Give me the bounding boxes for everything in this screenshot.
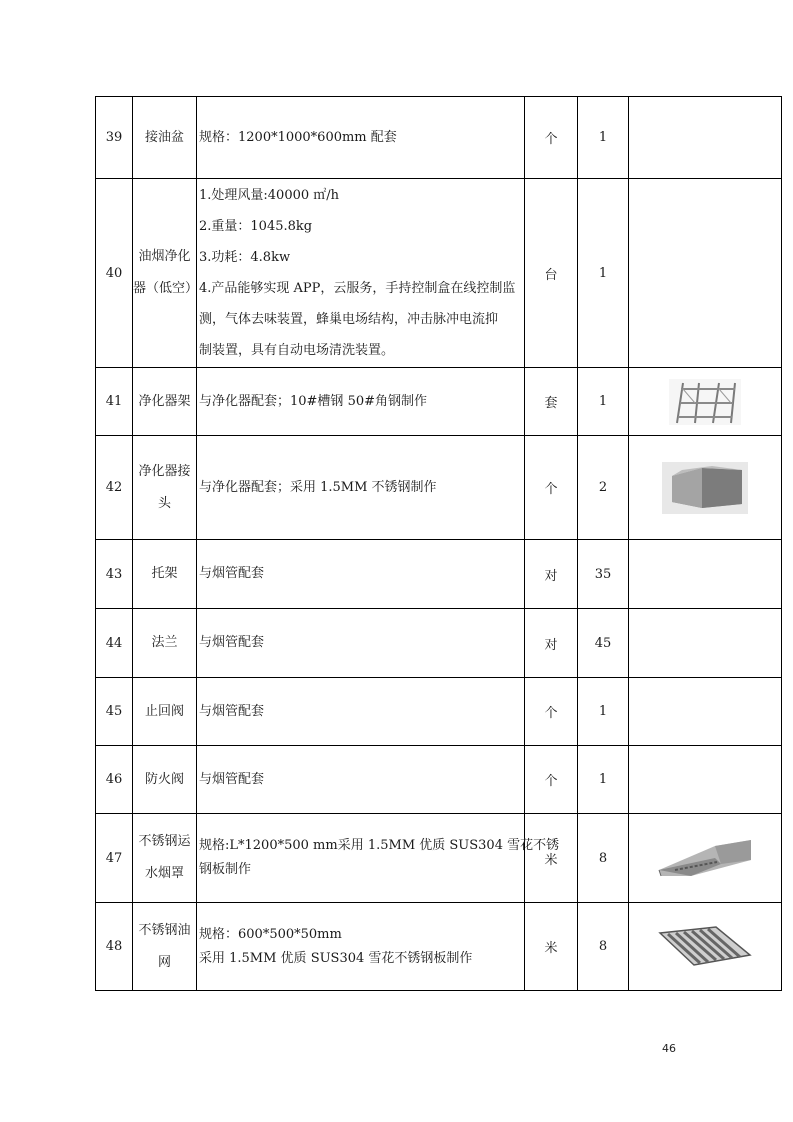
item-unit (525, 903, 578, 991)
frame-rack-image (629, 379, 781, 425)
item-name (133, 97, 197, 179)
item-image-cell (629, 814, 782, 903)
item-name (133, 540, 197, 609)
item-spec-line: 与烟管配套 (199, 771, 265, 787)
item-spec-line: 与烟管配套 (199, 635, 265, 650)
item-name-line: 防火阀 (144, 771, 184, 787)
table-row (96, 368, 782, 436)
table-row (96, 179, 782, 368)
item-unit (525, 746, 578, 814)
item-spec (197, 678, 525, 746)
grease-filter-image (629, 925, 781, 969)
item-spec-line: 1.处理风量:40000 ㎡/h (199, 188, 340, 203)
item-number (96, 436, 133, 540)
item-quantity (578, 540, 629, 609)
item-name-line: 油烟净化 (138, 249, 191, 264)
item-quantity (578, 609, 629, 678)
duct-connector-image (629, 462, 781, 514)
item-quantity-text: 35 (594, 566, 612, 582)
item-quantity (578, 903, 629, 991)
table-row (96, 97, 782, 179)
item-name-line: 不锈钢运 (138, 834, 191, 849)
range-hood-image (629, 836, 781, 880)
page-number: 46 (662, 1042, 676, 1055)
item-image-cell (629, 746, 782, 814)
item-unit (525, 368, 578, 436)
item-unit-text: 个 (544, 132, 558, 147)
item-name (133, 746, 197, 814)
item-number (96, 540, 133, 609)
item-number-text: 46 (105, 772, 123, 787)
item-spec-line: 测，气体去味装置，蜂巢电场结构，冲击脉冲电流抑 (199, 312, 499, 327)
item-number-text: 42 (105, 480, 123, 495)
item-unit (525, 97, 578, 179)
item-quantity (578, 814, 629, 903)
item-spec-line: 规格：600*500*50mm (199, 926, 342, 942)
item-spec-line: 与烟管配套 (199, 703, 265, 719)
item-name (133, 903, 197, 991)
item-number-text: 48 (105, 939, 123, 954)
item-quantity-text: 1 (598, 265, 608, 281)
item-spec-line: 规格：1200*1000*600mm 配套 (199, 129, 397, 145)
item-spec (197, 540, 525, 609)
item-name-line: 止回阀 (144, 703, 184, 719)
item-name-line: 净化器接 (138, 463, 191, 479)
item-number-text: 47 (105, 850, 123, 866)
item-unit (525, 179, 578, 368)
item-unit-text: 个 (544, 706, 558, 721)
item-spec-line: 2.重量：1045.8kg (199, 219, 313, 234)
item-name-line: 托架 (151, 566, 178, 581)
item-unit-text: 对 (544, 637, 558, 653)
item-quantity (578, 746, 629, 814)
item-spec-line: 3.功耗：4.8kw (199, 250, 291, 265)
item-number (96, 678, 133, 746)
item-quantity-text: 1 (598, 130, 608, 145)
item-name (133, 179, 197, 368)
item-number (96, 179, 133, 368)
item-quantity-text: 2 (598, 480, 608, 495)
item-unit-text: 台 (544, 267, 558, 283)
item-name-line: 法兰 (151, 635, 178, 650)
item-unit (525, 609, 578, 678)
item-unit-text: 米 (544, 852, 558, 868)
item-unit (525, 678, 578, 746)
item-quantity-text: 1 (598, 772, 608, 787)
item-number (96, 903, 133, 991)
item-name (133, 678, 197, 746)
item-name (133, 368, 197, 436)
item-name (133, 609, 197, 678)
item-image-cell (629, 540, 782, 609)
table-row (96, 903, 782, 991)
item-spec-line: 制装置，具有自动电场清洗装置。 (199, 343, 395, 358)
item-unit-text: 个 (544, 774, 558, 789)
item-number (96, 814, 133, 903)
item-quantity-text: 8 (598, 939, 608, 954)
item-quantity-text: 45 (594, 635, 612, 651)
item-quantity (578, 436, 629, 540)
item-spec (197, 609, 525, 678)
item-quantity (578, 97, 629, 179)
item-spec (197, 368, 525, 436)
item-spec-line: 与烟管配套 (199, 566, 265, 581)
item-quantity (578, 678, 629, 746)
item-spec (197, 436, 525, 540)
item-spec (197, 746, 525, 814)
item-unit-text: 米 (544, 941, 558, 956)
item-spec-line: 钢板制作 (199, 862, 252, 877)
item-image-cell (629, 678, 782, 746)
table-row (96, 436, 782, 540)
table-row (96, 678, 782, 746)
item-unit (525, 436, 578, 540)
item-number (96, 746, 133, 814)
item-name (133, 436, 197, 540)
table-row (96, 814, 782, 903)
item-name-line: 器（低空） (133, 281, 199, 296)
item-name (133, 814, 197, 903)
item-image-cell (629, 97, 782, 179)
item-image-cell (629, 179, 782, 368)
item-quantity-text: 8 (598, 850, 608, 866)
table-row (96, 609, 782, 678)
table-row (96, 746, 782, 814)
item-spec-line: 4.产品能够实现 APP，云服务，手持控制盒在线控制监 (199, 281, 516, 296)
item-unit (525, 540, 578, 609)
item-spec-line: 与净化器配套；10#槽钢 50#角钢制作 (199, 393, 428, 409)
item-spec (197, 814, 560, 903)
item-number-text: 39 (105, 130, 123, 145)
item-unit-text: 个 (544, 482, 558, 497)
item-image-cell (629, 609, 782, 678)
item-number-text: 40 (105, 265, 123, 281)
item-quantity (578, 179, 629, 368)
item-image-cell (629, 436, 782, 540)
item-unit (525, 814, 578, 903)
item-spec-line: 规格:L*1200*500 mm采用 1.5MM 优质 SUS304 雪花不锈 (199, 838, 560, 853)
table-body (96, 97, 782, 991)
item-unit-text: 套 (544, 396, 558, 411)
equipment-table (95, 96, 782, 991)
item-spec-line: 采用 1.5MM 优质 SUS304 雪花不锈钢板制作 (199, 950, 473, 966)
table-row (96, 540, 782, 609)
item-name-line: 接油盆 (144, 129, 184, 145)
item-quantity-text: 1 (598, 394, 608, 409)
item-image-cell (629, 368, 782, 436)
item-number (96, 368, 133, 436)
item-spec-line: 与净化器配套；采用 1.5MM 不锈钢制作 (199, 479, 437, 495)
item-name-line: 水烟罩 (144, 866, 184, 881)
item-unit-text: 对 (544, 568, 558, 584)
item-number-text: 45 (105, 704, 123, 719)
item-number-text: 44 (105, 635, 123, 651)
item-number-text: 43 (105, 566, 123, 582)
item-name-line: 头 (157, 495, 171, 511)
item-name-line: 净化器架 (138, 393, 191, 409)
item-number-text: 41 (105, 394, 123, 409)
item-name-line: 网 (157, 954, 171, 970)
item-number (96, 97, 133, 179)
item-number (96, 609, 133, 678)
item-spec (197, 903, 525, 991)
item-image-cell (629, 903, 782, 991)
item-spec (197, 97, 525, 179)
item-name-line: 不锈钢油 (138, 922, 191, 938)
item-spec (197, 179, 525, 368)
item-quantity (578, 368, 629, 436)
item-quantity-text: 1 (598, 704, 608, 719)
